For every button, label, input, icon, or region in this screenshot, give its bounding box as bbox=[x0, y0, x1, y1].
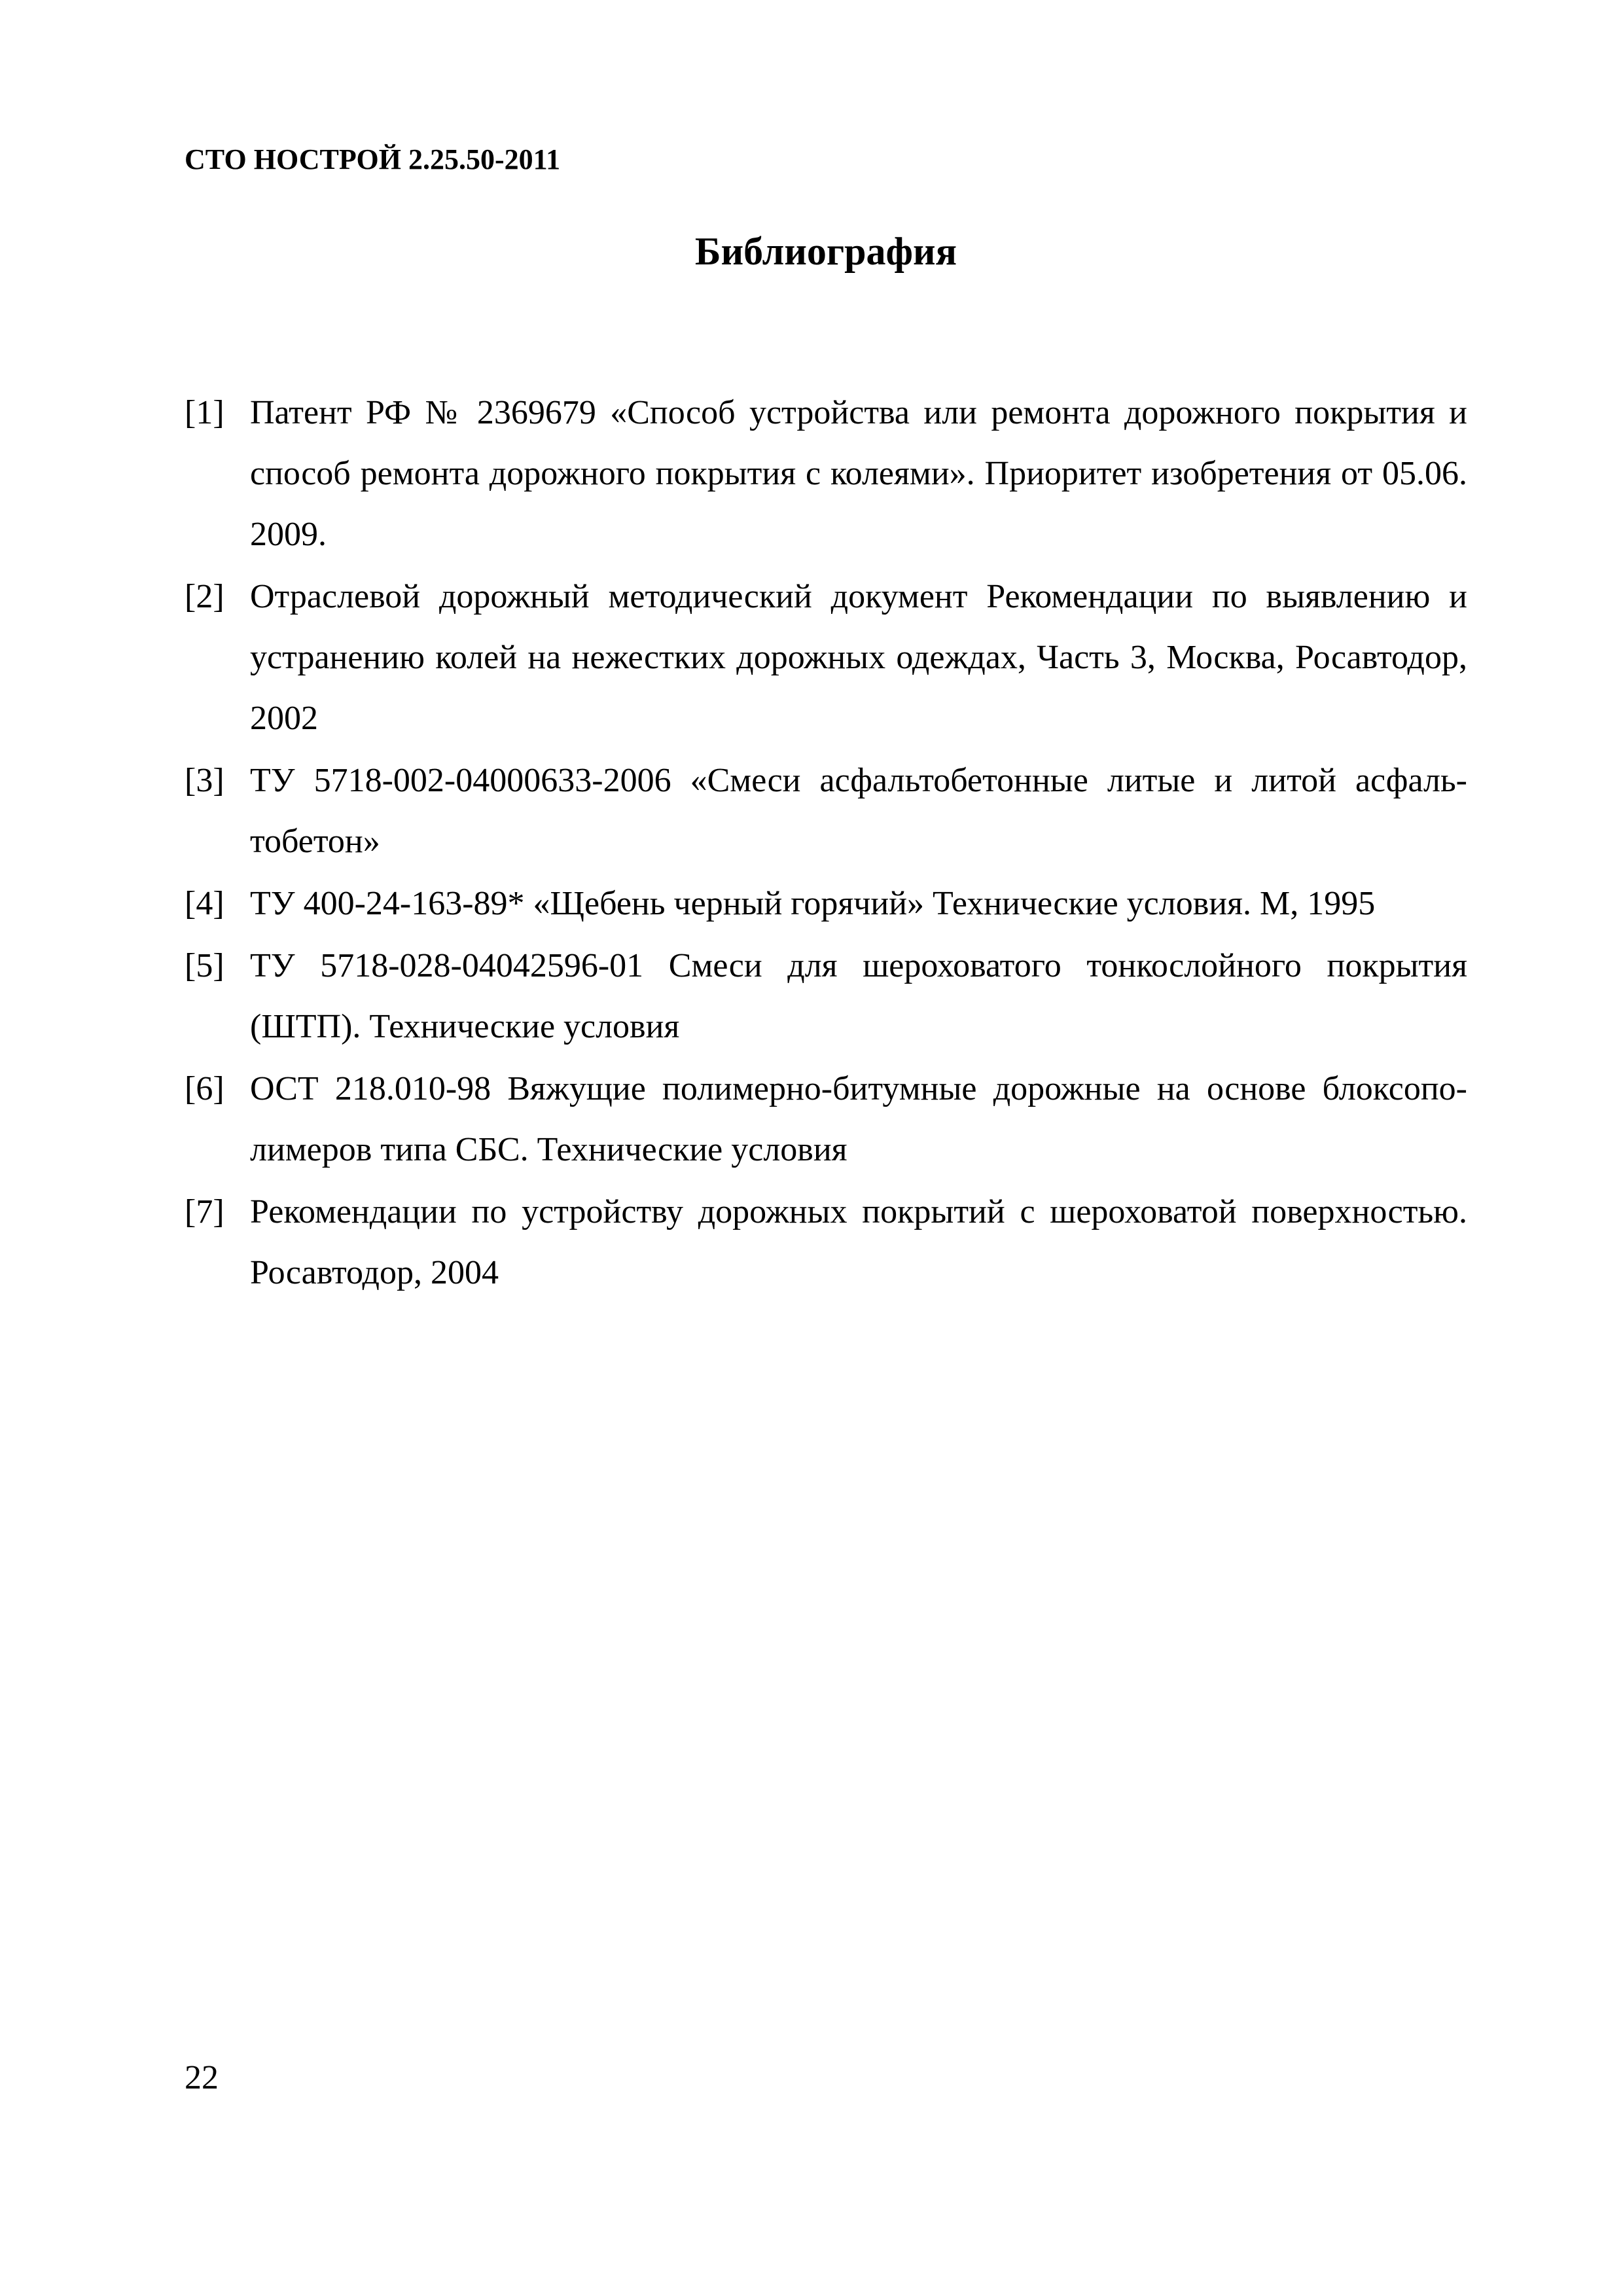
page-number: 22 bbox=[185, 2059, 219, 2096]
bibliography-item-number: [5] bbox=[185, 947, 224, 984]
bibliography-item-number: [4] bbox=[185, 885, 224, 922]
bibliography-item-4 bbox=[185, 873, 1467, 934]
bibliography-item-number: [2] bbox=[185, 578, 224, 615]
bibliography-item-number: [6] bbox=[185, 1070, 224, 1107]
page-title: Библиография bbox=[694, 230, 957, 273]
bibliography-item-2 bbox=[185, 566, 1467, 749]
bibliography-item-text: ТУ 5718-028-04042596-01 Смеси для шероховатого тонкослойного покрытия (ШТП). Технические условия bbox=[250, 947, 1467, 1045]
bibliography-item-5 bbox=[185, 935, 1467, 1057]
bibliography-item-text: ОСТ 218.010-98 Вяжущие полимерно-битумные дорожные на основе блоксополимеров типа СБС. Технические условия bbox=[250, 1070, 1467, 1168]
bibliography-list bbox=[185, 382, 1467, 1304]
bibliography-item-number: [3] bbox=[185, 762, 224, 799]
bibliography-item-text: ТУ 5718-002-04000633-2006 «Смеси асфальтобетонные литые и литой асфальтобетон» bbox=[250, 762, 1467, 860]
document-code: СТО НОСТРОЙ 2.25.50-2011 bbox=[185, 143, 561, 175]
bibliography-item-text: ТУ 400-24-163-89* «Щебень черный горячий» Технические условия. М, 1995 bbox=[250, 885, 1376, 922]
bibliography-item-6 bbox=[185, 1058, 1467, 1180]
bibliography-item-text: Патент РФ № 2369679 «Способ устройства или ремонта дорожного покрытия и способ ремонта дорожного покрытия с колеями». Приоритет изобретения от 05.06. 2009. bbox=[250, 394, 1467, 553]
bibliography-item-number: [7] bbox=[185, 1193, 224, 1230]
bibliography-item-text: Рекомендации по устройству дорожных покрытий с шероховатой поверхностью. Росавтодор, 2004 bbox=[250, 1193, 1467, 1291]
bibliography-item-7 bbox=[185, 1181, 1467, 1303]
bibliography-item-number: [1] bbox=[185, 394, 224, 431]
bibliography-item-3 bbox=[185, 750, 1467, 872]
bibliography-item-1 bbox=[185, 382, 1467, 565]
bibliography-item-text: Отраслевой дорожный методический документ Рекомендации по выявлению и устранению колей на нежестких дорожных одеждах, Часть 3, Москва, Росавтодор, 2002 bbox=[250, 578, 1467, 737]
